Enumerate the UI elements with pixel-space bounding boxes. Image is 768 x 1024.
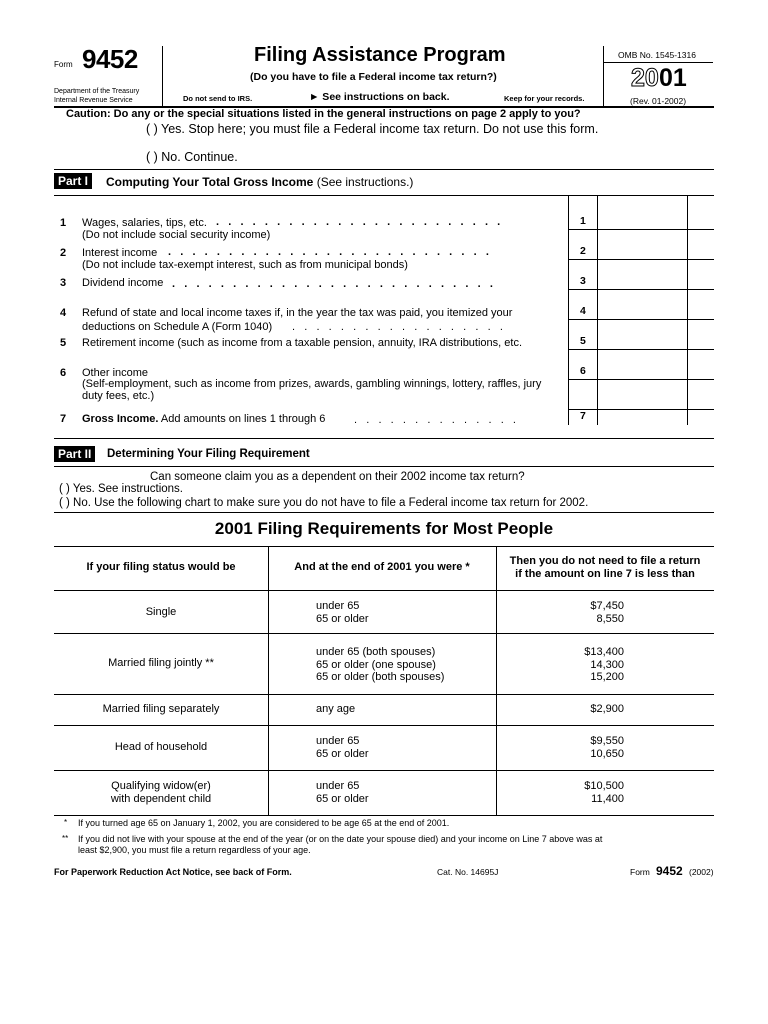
- age-cell: any age: [316, 703, 356, 715]
- line-2-number: 2: [60, 247, 67, 259]
- caution-text: Caution: Do any or the special situations listed in the general instructions on page 2 apply to you?: [66, 108, 581, 120]
- line-7-number: 7: [60, 413, 67, 425]
- line-5-number: 5: [60, 337, 67, 349]
- line-6-number: 6: [60, 367, 67, 379]
- filing-status-cell: Head of household: [114, 741, 208, 753]
- line-1-amount-field[interactable]: [598, 196, 686, 228]
- omb-number: OMB No. 1545-1316: [618, 50, 696, 60]
- dependent-question: Can someone claim you as a dependent on their 2002 income tax return?: [150, 471, 525, 483]
- col-header-age: And at the end of 2001 you were *: [294, 561, 470, 573]
- line-3-label: Dividend income: [82, 277, 164, 289]
- caution-yes-option[interactable]: ( ) Yes. Stop here; you must file a Federal income tax return. Do not use this form.: [146, 122, 599, 136]
- col-header-threshold: Then you do not need to file a return if the amount on line 7 is less than: [509, 555, 701, 580]
- line-6-note-2: duty fees, etc.): [82, 390, 155, 402]
- part-1-label: Part I: [54, 173, 92, 189]
- dept-line-1: Department of the Treasury: [54, 88, 140, 95]
- line-5-box-number: 5: [580, 335, 586, 347]
- line-3-amount-field[interactable]: [598, 260, 686, 288]
- footer-form-year: (2002): [689, 867, 714, 877]
- amount-cell: $7,450 8,550: [590, 600, 624, 625]
- line-7-amount-field[interactable]: [598, 410, 686, 424]
- line-2-box-number: 2: [580, 245, 586, 257]
- line-4-label: Refund of state and local income taxes if, in the year the tax was paid, you itemized your: [82, 307, 513, 319]
- filing-status-cell: Married filing separately: [102, 703, 220, 715]
- form-number: 9452: [82, 44, 138, 74]
- filing-status-cell: Married filing jointly **: [108, 657, 214, 669]
- do-not-send: Do not send to IRS.: [183, 94, 253, 103]
- footnote-1: If you turned age 65 on January 1, 2002, you are considered to be age 65 at the end of 2001.: [78, 818, 450, 828]
- amount-cell: $10,500 11,400: [584, 780, 624, 805]
- line-6-note: (Self-employment, such as income from prizes, awards, gambling winnings, lottery, raffles, jury: [82, 378, 542, 390]
- caution-no-option[interactable]: ( ) No. Continue.: [146, 150, 238, 164]
- year-bold: 01: [659, 64, 687, 92]
- year-outline: 20: [631, 64, 659, 92]
- part-2-title: Determining Your Filing Requirement: [107, 448, 310, 460]
- age-cell: under 65 (both spouses) 65 or older (one spouse) 65 or older (both spouses): [316, 646, 445, 683]
- line-6-box-number: 6: [580, 365, 586, 377]
- footer-form-word: Form: [630, 867, 650, 877]
- age-cell: under 65 65 or older: [316, 780, 369, 805]
- line-1-box-number: 1: [580, 215, 586, 227]
- age-cell: under 65 65 or older: [316, 600, 369, 625]
- form-word: Form: [54, 60, 73, 69]
- age-cell: under 65 65 or older: [316, 735, 369, 760]
- footnote-2-line-1: If you did not live with your spouse at the end of the year (or on the date your spouse died) and your income on Line 7 above was at: [78, 834, 603, 844]
- line-5-amount-field[interactable]: [598, 320, 686, 348]
- line-1-number: 1: [60, 217, 67, 229]
- form-title: Filing Assistance Program: [254, 44, 506, 66]
- amount-cell: $9,550 10,650: [590, 735, 624, 760]
- paperwork-notice: For Paperwork Reduction Act Notice, see back of Form.: [54, 867, 292, 877]
- line-6-label: Other income: [82, 367, 149, 379]
- revision-date: (Rev. 01-2002): [630, 96, 687, 106]
- keep-records: Keep for your records.: [504, 94, 585, 103]
- see-instructions: ► See instructions on back.: [309, 91, 450, 103]
- col-header-filing-status: If your filing status would be: [86, 561, 236, 573]
- dependent-yes-option[interactable]: ( ) Yes. See instructions.: [59, 483, 184, 495]
- line-4-amount-field[interactable]: [598, 290, 686, 318]
- part-1-title: Computing Your Total Gross Income (See instructions.): [106, 175, 414, 189]
- line-7-label: Gross Income. Add amounts on lines 1 through 6: [82, 413, 326, 425]
- line-1-label: Wages, salaries, tips, etc.: [82, 217, 207, 229]
- catalog-number: Cat. No. 14695J: [437, 867, 499, 877]
- footnote-2-mark: **: [62, 834, 69, 843]
- part-2-label: Part II: [54, 446, 95, 462]
- line-2-label: Interest income: [82, 247, 158, 259]
- footer-form-number: 9452: [656, 864, 683, 878]
- line-2-amount-field[interactable]: [598, 230, 686, 258]
- footnote-1-mark: *: [64, 818, 68, 827]
- dept-line-2: Internal Revenue Service: [54, 97, 133, 104]
- line-4-note: deductions on Schedule A (Form 1040): [82, 321, 273, 333]
- filing-status-cell: Qualifying widow(er) with dependent child: [110, 780, 212, 805]
- filing-status-cell: Single: [145, 606, 177, 618]
- line-4-box-number: 4: [580, 305, 586, 317]
- table-title: 2001 Filing Requirements for Most People: [214, 519, 554, 538]
- line-6-amount-field[interactable]: [598, 350, 686, 378]
- line-3-number: 3: [60, 277, 67, 289]
- footnote-2-line-2: least $2,900, you must file a return regardless of your age.: [78, 845, 311, 855]
- line-4-number: 4: [60, 307, 67, 319]
- line-3-box-number: 3: [580, 275, 586, 287]
- amount-cell: $13,400 14,300 15,200: [584, 646, 624, 683]
- dependent-no-option[interactable]: ( ) No. Use the following chart to make sure you do not have to file a Federal income tax return for 2002.: [59, 497, 589, 509]
- line-1-note: (Do not include social security income): [82, 229, 271, 241]
- line-2-note: (Do not include tax-exempt interest, such as from municipal bonds): [82, 259, 408, 271]
- line-5-label: Retirement income (such as income from a taxable pension, annuity, IRA distributions, etc.: [82, 337, 523, 349]
- amount-cell: $2,900: [590, 703, 624, 715]
- form-subtitle: (Do you have to file a Federal income tax return?): [250, 71, 497, 83]
- line-7-box-number: 7: [580, 410, 586, 422]
